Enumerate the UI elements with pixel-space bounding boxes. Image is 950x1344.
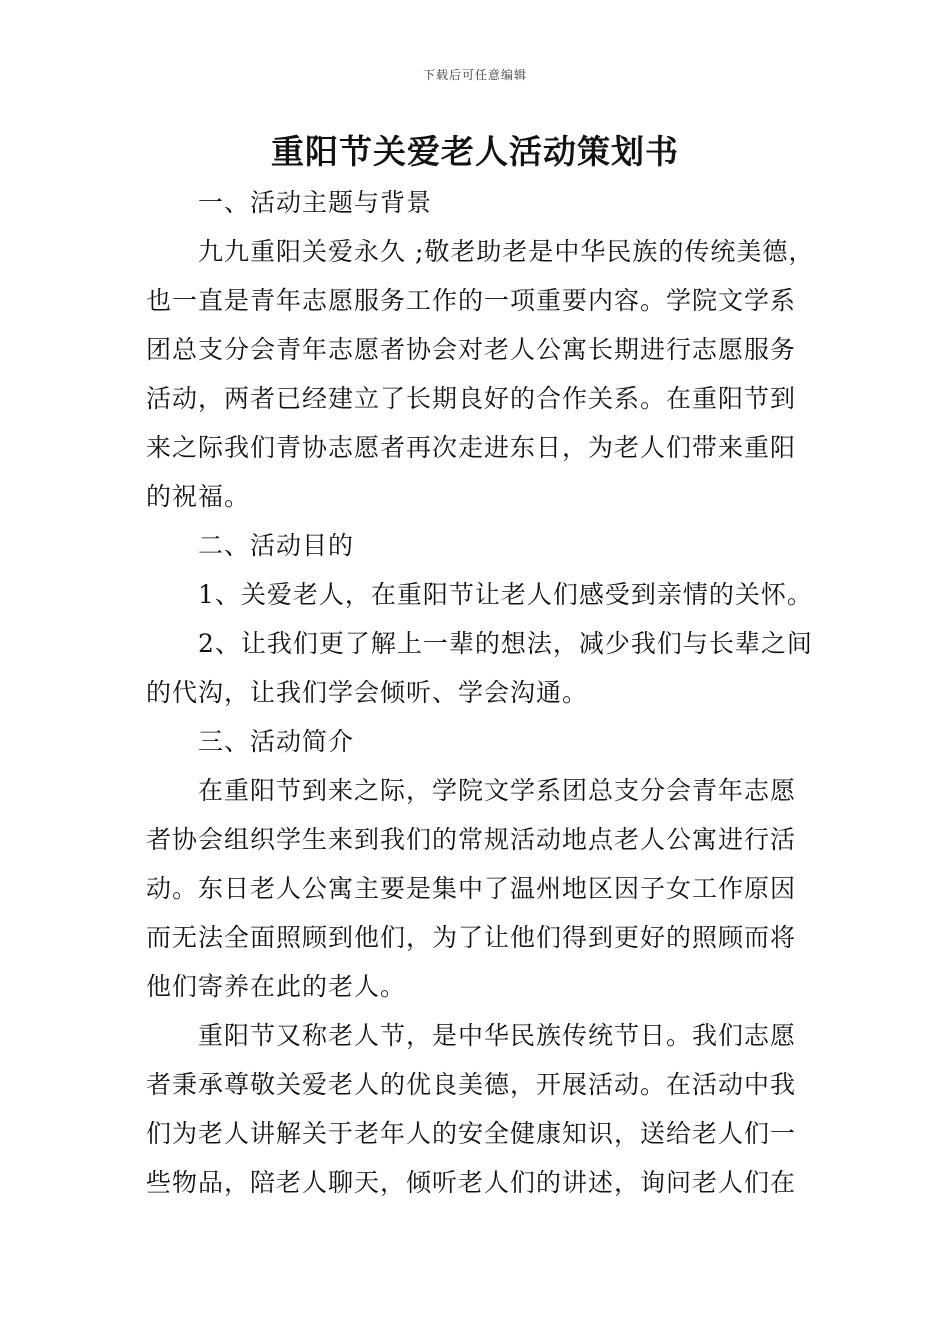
text-line: 的祝福。: [146, 482, 251, 511]
text-line: 者协会组织学生来到我们的常规活动地点老人公寓进行活: [146, 825, 797, 854]
text-line: 来之际我们青协志愿者再次走进东日，为老人们带来重阳: [146, 433, 797, 462]
text-line: 的代沟，让我们学会倾听、学会沟通。: [146, 678, 589, 707]
text-line: 他们寄养在此的老人。: [146, 972, 407, 1001]
text-line: 动。东日老人公寓主要是集中了温州地区因子女工作原因: [146, 874, 797, 903]
text-line: 者秉承尊敬关爱老人的优良美德，开展活动。在活动中我: [146, 1070, 797, 1099]
document-title: 重阳节关爱老人活动策划书: [271, 132, 679, 171]
text-line: 一、活动主题与背景: [198, 188, 433, 217]
text-line: 二、活动目的: [198, 531, 355, 560]
text-line: 而无法全面照顾到他们，为了让他们得到更好的照顾而将: [146, 923, 797, 952]
text-line: 九九重阳关爱永久 ;敬老助老是中华民族的传统美德，: [198, 237, 815, 266]
text-line: 2、让我们更了解上一辈的想法，减少我们与长辈之间: [198, 629, 813, 658]
text-line: 1、关爱老人，在重阳节让老人们感受到亲情的关怀。: [198, 580, 813, 609]
text-line: 活动，两者已经建立了长期良好的合作关系。在重阳节到: [146, 384, 797, 413]
header-note: 下载后可任意编辑: [422, 68, 527, 82]
text-line: 团总支分会青年志愿者协会对老人公寓长期进行志愿服务: [146, 335, 797, 364]
document-body: [146, 178, 826, 1207]
text-line: 重阳节又称老人节，是中华民族传统节日。我们志愿: [198, 1021, 797, 1050]
text-line: 些物品，陪老人聊天，倾听老人们的讲述，询问老人们在: [146, 1168, 797, 1197]
text-line: 也一直是青年志愿服务工作的一项重要内容。学院文学系: [146, 286, 797, 315]
text-line: 三、活动简介: [198, 727, 355, 756]
text-line: 在重阳节到来之际，学院文学系团总支分会青年志愿: [198, 776, 797, 805]
text-line: 们为老人讲解关于老年人的安全健康知识，送给老人们一: [146, 1119, 797, 1148]
